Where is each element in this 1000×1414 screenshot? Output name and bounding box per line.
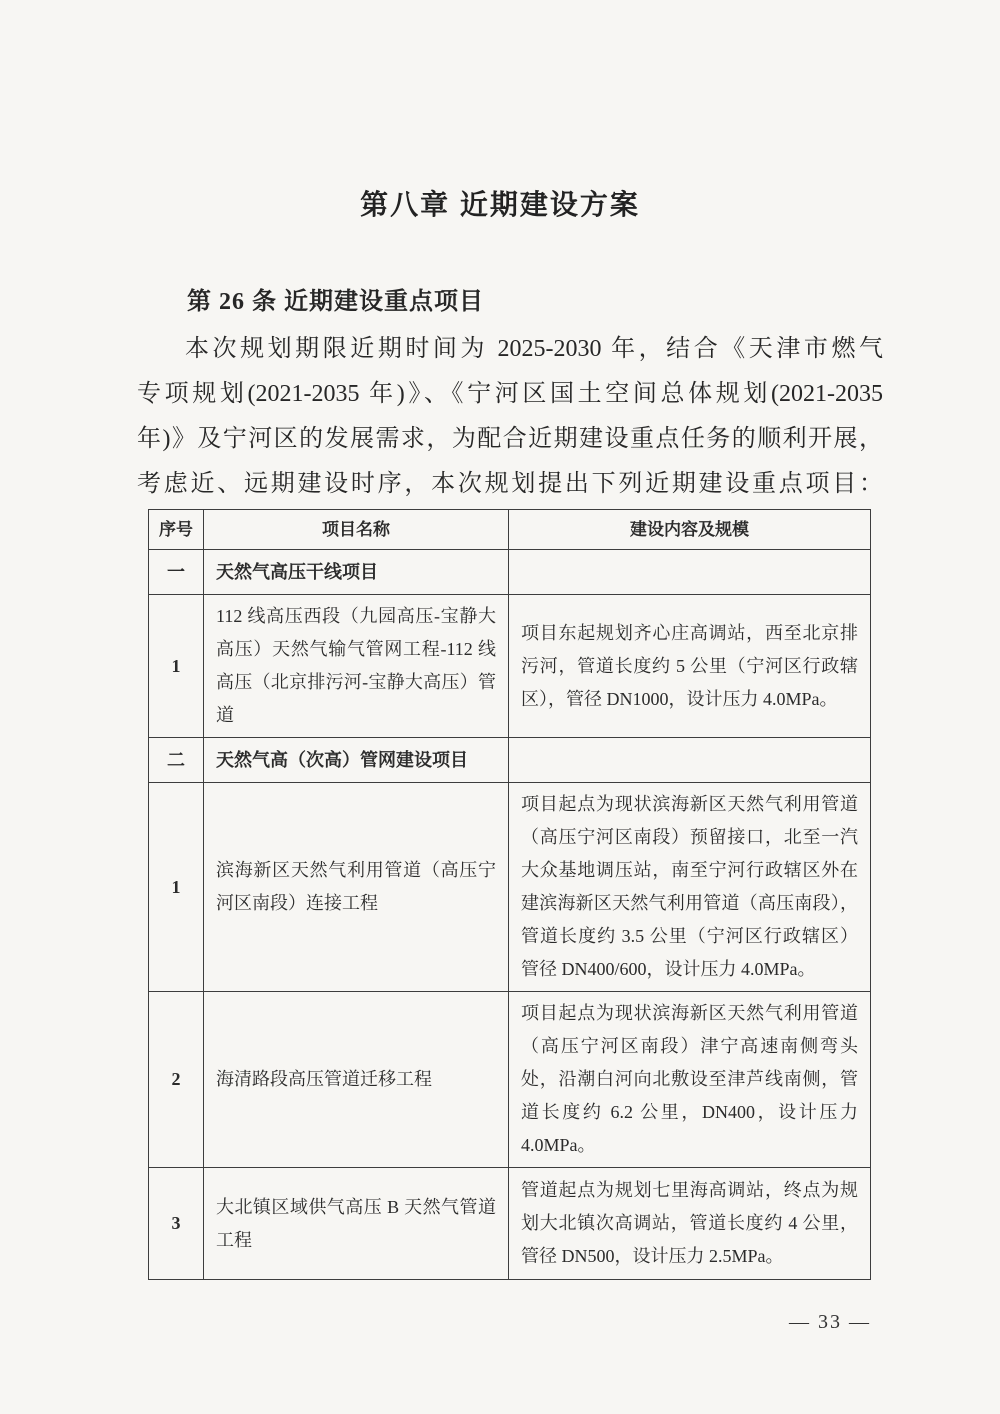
table-cell-name: 天然气高压干线项目 (204, 550, 509, 595)
table-cell-no: 1 (149, 783, 204, 992)
section-heading: 第 26 条 近期建设重点项目 (187, 289, 484, 315)
table-row (149, 550, 871, 595)
table-cell-no: 二 (149, 738, 204, 783)
intro-paragraph (137, 327, 883, 507)
paragraph-line: 专项规划(2021-2035 年)》、《宁河区国土空间总体规划(2021-2035 (137, 381, 883, 407)
table-cell-name: 大北镇区域供气高压 B 天然气管道工程 (204, 1168, 509, 1280)
table-cell-content (509, 550, 871, 595)
table-header-content: 建设内容及规模 (509, 510, 871, 550)
page-number: — 33 — (789, 1311, 871, 1333)
table-cell-content (509, 738, 871, 783)
table-row (149, 992, 871, 1168)
table-cell-name: 滨海新区天然气利用管道（高压宁河区南段）连接工程 (204, 783, 509, 992)
table-cell-no: 一 (149, 550, 204, 595)
table-cell-content: 项目起点为现状滨海新区天然气利用管道（高压宁河区南段）预留接口，北至一汽大众基地调压站，南至宁河行政辖区外在建滨海新区天然气利用管道（高压南段），管道长度约 3.5 公里（宁河区行政辖区）管径 DN400/600，设计压力 4.0MPa。 (509, 783, 871, 992)
table-cell-no: 3 (149, 1168, 204, 1280)
table-cell-content: 项目东起规划齐心庄高调站，西至北京排污河，管道长度约 5 公里（宁河区行政辖区），管径 DN1000，设计压力 4.0MPa。 (509, 595, 871, 738)
table-row (149, 1168, 871, 1280)
table-cell-no: 2 (149, 992, 204, 1168)
paragraph-line: 年)》及宁河区的发展需求，为配合近期建设重点任务的顺利开展， (137, 426, 883, 452)
table-row (149, 738, 871, 783)
table-row (149, 783, 871, 992)
table-header-name: 项目名称 (204, 510, 509, 550)
table-header-row (149, 510, 871, 550)
projects-table (148, 509, 871, 1280)
table-cell-no: 1 (149, 595, 204, 738)
chapter-title: 第八章 近期建设方案 (360, 189, 640, 220)
paragraph-line: 本次规划期限近期时间为 2025-2030 年，结合《天津市燃气 (185, 336, 883, 362)
table-cell-name: 112 线高压西段（九园高压-宝静大高压）天然气输气管网工程-112 线高压（北京排污河-宝静大高压）管道 (204, 595, 509, 738)
table-cell-name: 海清路段高压管道迁移工程 (204, 992, 509, 1168)
table-cell-name: 天然气高（次高）管网建设项目 (204, 738, 509, 783)
table-header-no: 序号 (149, 510, 204, 550)
table-cell-content: 项目起点为现状滨海新区天然气利用管道（高压宁河区南段）津宁高速南侧弯头处，沿潮白河向北敷设至津芦线南侧，管道长度约 6.2 公里，DN400，设计压力 4.0MPa。 (509, 992, 871, 1168)
table-cell-content: 管道起点为规划七里海高调站，终点为规划大北镇次高调站，管道长度约 4 公里，管径 DN500，设计压力 2.5MPa。 (509, 1168, 871, 1280)
paragraph-line: 考虑近、远期建设时序，本次规划提出下列近期建设重点项目： (137, 471, 883, 497)
table-row (149, 595, 871, 738)
